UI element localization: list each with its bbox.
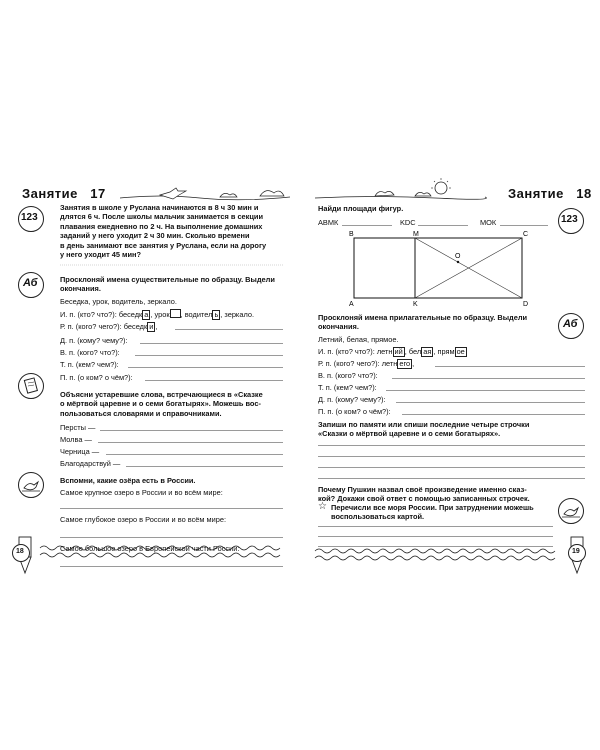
task3-text: Запиши по памяти или спиши последние четыре строчки «Сказки о мёртвой царевне и о семи богатырях». <box>318 420 530 439</box>
dat-case-label: Д. п. (кому? чему?): <box>318 395 386 404</box>
nom-case-row: И. п. (кто? что?): беседк а , урок , водител ь , зеркало. <box>60 310 254 319</box>
word-chernitsa: Черница — <box>60 447 100 456</box>
wave-decoration <box>315 545 560 565</box>
vin-case-label: В. п. (кого? что?): <box>60 348 120 357</box>
answer-line[interactable] <box>60 508 283 509</box>
word-molva: Молва — <box>60 435 92 444</box>
answer-line[interactable] <box>402 414 585 415</box>
math-badge-icon: 123 <box>558 208 584 234</box>
lesson-title: Занятие 18 <box>508 186 592 201</box>
answer-line[interactable] <box>100 430 283 431</box>
bird-badge-icon <box>18 472 44 498</box>
answer-line[interactable] <box>318 445 585 446</box>
label-m: M <box>413 231 419 238</box>
figure-abmk-label: АВМК <box>318 218 339 227</box>
letters-badge-icon: Аб <box>558 313 584 339</box>
label-o: O <box>455 253 461 260</box>
cloud-icon <box>220 193 237 197</box>
lake-q1: Самое крупное озеро в России и во всём мире: <box>60 488 223 497</box>
star-icon: ☆ <box>318 501 327 512</box>
wave-decoration <box>40 542 285 562</box>
answer-line[interactable] <box>392 378 585 379</box>
vin-case-label: В. п. (кого? что?): <box>318 371 378 380</box>
nom-case-row: И. п. (кто? что?): летн ий , бел ая , прям ое <box>318 347 465 356</box>
task5-text: Перечисли все моря России. При затруднении можешь воспользоваться картой. <box>331 503 534 522</box>
lake-q3: Самое большое озеро в Европейской части России: <box>60 544 240 553</box>
answer-grid[interactable] <box>60 261 284 269</box>
answer-line[interactable] <box>342 225 392 226</box>
book-badge-icon <box>18 373 44 399</box>
task1-text: Занятия в школе у Руслана начинаются в 8 ч 30 мин и длятся 6 ч. После школы мальчик занимается в секции плавания ежедневно по 2 ч. На выполнение домашних заданий у него уходит 2 ч 30 мин. Сколько времени в день занимают все занятия у Руслана, если на дорогу у него уходит 45 мин? <box>60 203 267 260</box>
answer-line[interactable] <box>140 343 283 344</box>
answer-line[interactable] <box>128 367 283 368</box>
point-o <box>457 261 459 263</box>
answer-line[interactable] <box>126 466 283 467</box>
cloud-icon <box>260 191 284 196</box>
rod-case-row: Р. п. (кого? чего?): беседк и , <box>60 322 158 331</box>
page-number-badge: 19 <box>568 544 586 562</box>
tvor-case-label: Т. п. (кем? чем?): <box>60 360 119 369</box>
task3-text: Объясни устаревшие слова, встречающиеся в «Сказке о мёртвой царевне и о семи богатырях». Можешь вос- пользоваться словарями и справочниками. <box>60 390 263 418</box>
answer-line[interactable] <box>318 467 585 468</box>
sun-icon <box>435 182 447 194</box>
answer-line[interactable] <box>418 225 468 226</box>
figure-mok-label: МОК <box>480 218 497 227</box>
cloud-icon <box>375 191 394 196</box>
answer-line[interactable] <box>60 537 283 538</box>
figure-kdc-label: KDC <box>400 218 416 227</box>
task2-words: Летний, белая, прямое. <box>318 335 399 344</box>
label-c: C <box>523 231 529 238</box>
label-d: D <box>523 301 529 308</box>
answer-line[interactable] <box>318 456 585 457</box>
task2-text: Просклоняй имена прилагательные по образцу. Выдели окончания. <box>318 313 528 332</box>
answer-line[interactable] <box>500 225 548 226</box>
area-task-title: Найди площади фигур. <box>318 204 404 213</box>
cloud-icon <box>415 192 431 196</box>
answer-line[interactable] <box>318 526 553 527</box>
page-number-badge: 18 <box>12 544 30 562</box>
answer-line[interactable] <box>435 366 585 367</box>
answer-line[interactable] <box>106 454 283 455</box>
geometry-figure <box>318 228 538 308</box>
tvor-case-label: Т. п. (кем? чем?): <box>318 383 377 392</box>
answer-line[interactable] <box>145 380 283 381</box>
answer-line[interactable] <box>98 442 283 443</box>
header-decoration <box>120 184 290 204</box>
lake-q2: Самое глубокое озеро в России и во всём мире: <box>60 515 227 524</box>
answer-line[interactable] <box>175 329 283 330</box>
letters-badge-icon: Аб <box>18 272 44 298</box>
task2-words: Беседка, урок, водитель, зеркало. <box>60 297 177 306</box>
right-page <box>300 0 600 750</box>
bird-badge-icon <box>558 498 584 524</box>
rectangle-abcd <box>354 238 522 298</box>
dat-case-label: Д. п. (кому? чему?): <box>60 336 128 345</box>
task4-title: Вспомни, какие озёра есть в России. <box>60 476 196 485</box>
answer-line[interactable] <box>135 355 283 356</box>
pred-case-label: П. п. (о ком? о чём?): <box>60 373 133 382</box>
label-k: K <box>413 301 418 308</box>
pred-case-label: П. п. (о ком? о чём?): <box>318 407 391 416</box>
math-badge-icon: 123 <box>18 206 44 232</box>
plane-icon <box>160 188 186 199</box>
label-b: B <box>349 231 354 238</box>
label-a: A <box>349 301 354 308</box>
answer-line[interactable] <box>318 536 553 537</box>
answer-line[interactable] <box>396 402 585 403</box>
rod-case-row: Р. п. (кого? чего?): летн его , <box>318 359 415 368</box>
answer-line[interactable] <box>60 566 283 567</box>
task4-text: Почему Пушкин назвал своё произведение именно сказ- кой? Докажи свой ответ с помощью записанных строчек. <box>318 485 530 504</box>
header-decoration <box>315 178 485 204</box>
word-persty: Персты — <box>60 423 96 432</box>
word-blagodarstvuy: Благодарствуй — <box>60 459 121 468</box>
lesson-title: Занятие 17 <box>22 186 106 201</box>
answer-line[interactable] <box>386 390 585 391</box>
task2-text: Просклоняй имена существительные по образцу. Выдели окончания. <box>60 275 275 294</box>
answer-line[interactable] <box>318 478 585 479</box>
